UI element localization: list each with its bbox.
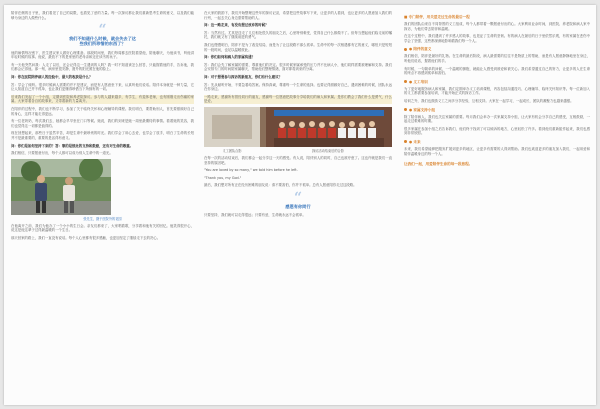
column-middle [204,11,392,401]
photo-group-image [204,107,392,147]
document-page [4,5,596,405]
paragraph: 那天回家的路上，我们一直没有说话。每个人心里都有很多感触，也更加坚定了继续走下去的决心。 [11,235,161,240]
question-text: 问：你在医院陪伴病人的经验中，最大的收获是什么？ [11,74,93,79]
paragraph: 答：先从倾听开始，不要急着给答案。保持真诚，尊重每一个生命的选择。也要记得照顾好自己，遇到困难的时候，团队永远在你身边。 [204,82,392,92]
paragraph: 我们也慢慢明白，陪伴不是为了改变结局，而是为了让这段路不那么孤单。生命中的每一次相遇都有它的意义，哪怕只是短短的一段时间，也足以温暖彼此。 [204,42,392,52]
column-right [404,11,590,401]
english-line: "You are loved by so many," we told him before he left. [204,168,298,173]
paragraph: 很多家属在参加小组之后告诉我们，他们终于找到了可以倾诉的地方，心里轻松了许多。看到他们重新振作起来，我们也感到非常欣慰。 [404,126,590,136]
question-paragraph [204,55,392,60]
question-text: 问：你们是如何坚持下来的？答：靠的是彼此的支持和鼓励，还有对生命的敬重。 [11,143,134,148]
pull-quote [68,24,138,46]
paragraph: 他的病情每况愈下，医生建议家人做好心理准备。那段时间里，我们每周都去医院看望他，陪他聊天，为他读书，听他讲年轻时候的故事。他说，最放不下的是家里的老母亲和还在读书的孩子。 [11,50,194,60]
section-heading-text: ● 陪伴的意义 [409,47,432,52]
section-heading [404,108,590,113]
paragraph: 在这个过程中，我们遇到了许多感人的故事，也见证了生命的坚韧。有的病人在最后的日子里依然乐观，有的家属在悲伤中学会了坚强，这些都深深地影响着我们每一个人。 [404,34,590,43]
paragraph: 答：学会了倾听。很多时候病人需要的并不是建议，而是有人愿意坐下来，认真听他们说话。陪伴本身就是一种力量，它让人知道自己并不孤单，也让我们更懂得珍惜当下所拥有的一切。 [11,82,194,92]
paragraph: 我们相信，只要愿意付出，每个人都可以成为别人生命中的一道光。 [11,151,113,156]
section-heading-text: ● 义工培训 [409,79,428,84]
paragraph: 我们相信，陪伴是最好的礼物。在生命的最后阶段，病人最需要的往往不是物质上的帮助，而是有人愿意静静地坐在身边，听他们说话，握着他们的手。 [404,54,590,63]
bullet-dot-icon [404,140,407,143]
paragraph: 在每一次的活动结束后，我们都会一起分享这一天的感受。有人说，陪伴别人的同时，自己也被疗愈了。这也许就是我们一直坚持的原因吧。 [204,155,392,165]
paragraph: 答：当然有过。尤其是送走了几位相处很久的朋友之后，心里特别难受，觉得自己什么都做不了。但每当想起他们临走前的嘱托，我们就又有了继续前进的勇气。 [204,30,392,40]
bullet-dot-icon [404,108,407,111]
paragraph: 最后，我们想对所有正在经历困难的朋友说：请不要害怕，你并不孤单。总有人愿意陪你走过这段路。 [204,183,357,188]
paragraph: 有时候，一句简单的问候，一个温暖的拥抱，就能让人感受到被爱和被关心。我们希望通过自己的努力，让更多的人在生命的终点不再感到孤单和害怕。 [404,66,590,76]
section-heading: ■ 专门陪伴，用关爱走过生命的最后一程 [404,15,470,19]
paragraph: 现在回想起来，那些日子虽然辛苦，却是生命中最珍贵的时光。我们学会了用心去爱，也学会了放手，明白了生命的长短并不是最重要的，重要的是活得有意义。 [11,131,194,140]
question-text: 问：你们如何和病人的家属沟通？ [204,55,255,60]
photo-image [11,159,111,215]
quote-mark-icon: “ [98,22,107,39]
section-heading [404,140,590,145]
closing-quote: 只要坚持，我们就可以走得很远；只要有爱，生命就永远不会孤单。 [204,213,306,218]
photo-man-garden [11,159,111,215]
pull-quote-text: 我们不知道什么时候，就会失去了这些我们所珍惜的东西了？ [68,36,136,47]
section-heading-text: ● 家属支持小组 [409,107,435,112]
paragraph: 在陪伴的过程中，我们也不断学习，参加了关于临终关怀和心理辅导的课程。我们明白，要帮助别人，首先要照顾好自己的身心，这样才能走得更远。 [11,106,194,116]
section-heading-text: ● 未来 [409,139,421,144]
question-paragraph [11,144,194,149]
photo-caption: 张先生，摄于医院外的花园 [83,216,122,221]
paragraph: 有一位老奶奶，每次我们去，她都会早早坐在门口等候。她说，我们的到来是她一周里最期待的事情。看着她的笑容，我们也觉得这一切都是值得的。 [11,119,194,128]
paragraph: 答：我们会先了解家属的需要，尊重他们的决定。很多时候家属承受的压力并不比病人小，他们同样需要被理解和支持。我们会安排专门的时间陪家属聊天，帮助他们整理情绪，面对即将到来的分离。 [204,62,392,72]
paragraph: 我们的团队由来自不同背景的义工组成，每个人都带着一颗愿意付出的心。大家利用业余时间，到医院、养老院和病人家中探访，为他们带去陪伴和温暖。 [404,22,590,31]
photo-caption-row [204,149,392,156]
photo-caption: 义工团队合影 [222,148,242,153]
highlighted-paragraph: 后来我们发起了一个小组，定期到医院和养老院探访。参与的人越来越多，有学生，有退休老师，也有刚刚走出伤痛的家属。大家带着各自的故事来，又带着新的力量离开。 [11,94,194,104]
photo-caption: 探访活动结束后的合影 [312,148,344,153]
paragraph: 有一天他突然问我：人走了以后，还会记得这一生遇到的人吗？我一时不知道该怎么回答，只能握着他的手，告诉他，我们都会记得他。那一刻，病房里很安静，窗外的阳光照在他的脸上。 [11,62,194,72]
question-text: 问：对于想要参与探访的新朋友，你们有什么建议？ [204,74,282,79]
bullet-dot-icon [404,80,407,83]
paragraph: 为了更好地服务病人和家属，我们定期举办义工培训课程，内容包括沟通技巧、心理辅导、临终关怀知识等。每一位新加入的义工都需要参加培训，才能开始正式的探访工作。 [404,86,590,96]
paragraph: 在他离开之前，我们为他办了一个小小的生日会。亲友们都来了，大家唱着歌，分享着和他有关的回忆。他笑得很开心，说这是他这辈子过得最温暖的一个生日。 [11,223,194,233]
english-quote: "Thank you, my God." [204,175,242,180]
question-paragraph [204,23,392,28]
highlighted-paragraph: 一路走来，感谢所有曾经同行的朋友，感谢每一位愿意把故事分享给我们的病人和家属。是你们教会了我们什么是勇气，什么是爱。 [204,94,392,104]
intro-paragraph: 陪伴在侧的日子里，我们看见了自己的局限，也看见了爱的力量。每一次探访都让我们重新思考生命的意义，以及我们能够为身边的人做些什么。 [11,11,194,20]
question-text: 问：这一路走来，有没有想过放弃的时候？ [204,23,269,28]
quote-mark-icon: “ [293,189,303,206]
paragraph: 培训之外，我们也鼓励义工之间多分享经验，互相支持。大家在一起学习，一起成长，团队的凝聚力也越来越强。 [404,98,574,103]
section-heading [404,80,590,85]
question-paragraph [11,75,194,80]
footer-heading: 让我们一起，用爱陪伴生命的每一段旅程。 [404,162,473,167]
paragraph: 除了陪伴病人，我们也关注家属的需要。每月我们会举办一次家属支持小组，让大家有机会分享自己的感受，互相鼓励，一起走过艰难的时期。 [404,114,590,124]
section-heading [404,47,590,52]
paragraph: 在大家的鼓励下，我们开始整理这些年的探访记录，希望把这些故事写下来，让更多的人看到，也让更多的人愿意加入我们的行列，一起去关心身边需要帮助的人。 [204,11,392,20]
bullet-dot-icon [404,48,407,51]
question-paragraph [204,75,392,80]
column-left [11,11,194,401]
closing-callout-text: 感恩有你同行 [285,203,311,209]
closing-callout [263,189,333,209]
photo-group [204,107,392,147]
paragraph: 未来，我们希望能够把服务扩展到更多的地区，让更多有需要的人得到帮助。我们也欢迎更多的朋友加入我们，一起用爱和陪伴温暖身边的每一个人。 [404,146,590,156]
